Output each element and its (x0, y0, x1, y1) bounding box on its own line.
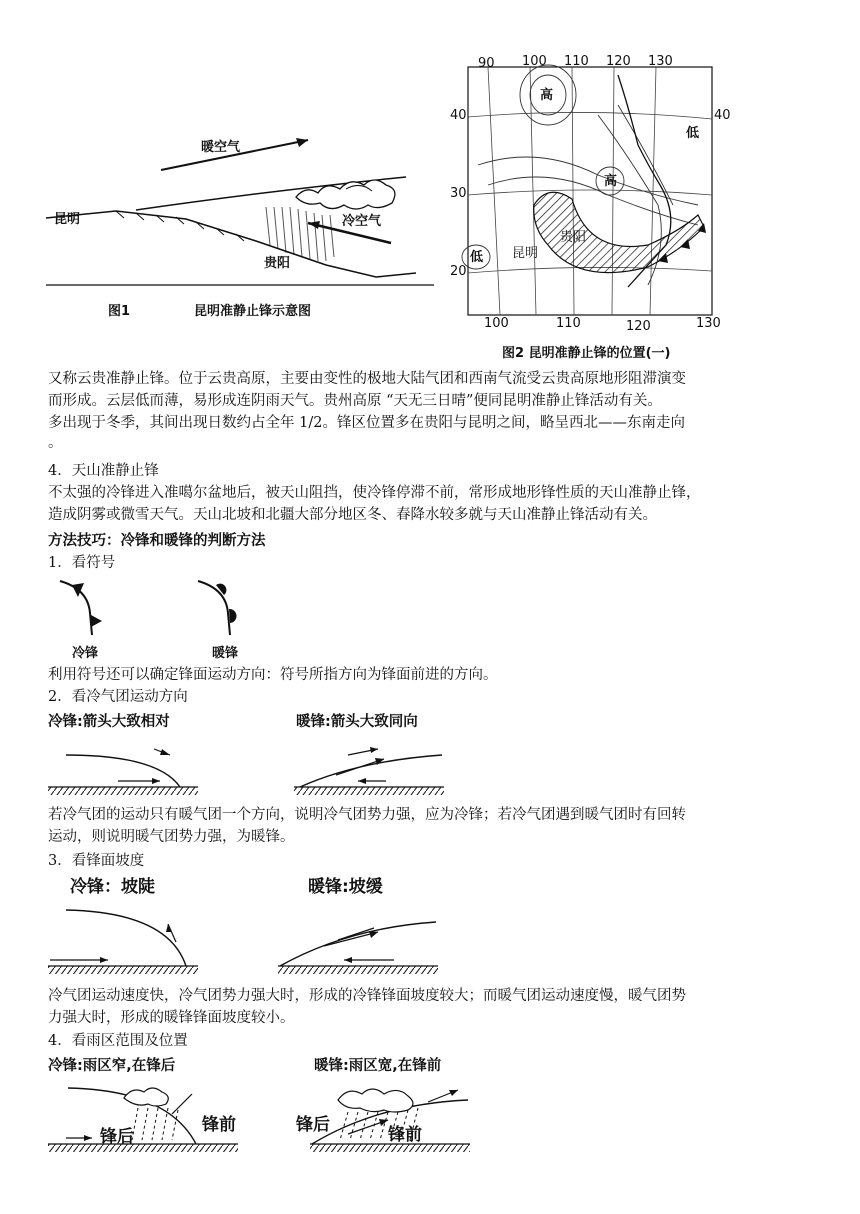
m3-line-1: 冷气团运动速度快，冷气团势力强大时，形成的冷锋锋面坡度较大；而暖气团运动速度慢，暖气团势 (48, 988, 686, 1004)
m3-cold-heading: 冷锋：坡陡 (70, 877, 155, 897)
fig1-number: 图1 (108, 304, 131, 319)
m4-cold-heading: 冷锋:雨区窄,在锋后 (48, 1058, 176, 1074)
rain-area-diagram (48, 1074, 478, 1164)
method-3-text (48, 985, 686, 1029)
lon-b-120: 120 (626, 319, 651, 334)
fig1-caption: 昆明准静止锋示意图 (194, 304, 312, 319)
lon-120: 120 (606, 54, 631, 69)
para1-line-2: 而形成。云层低而薄，易形成连阴雨天气。贵州高原 “天无三日晴”便同昆明准静止锋活动有关。 (48, 393, 662, 409)
para1-line-3: 多出现于冬季，其间出现日数约占全年 1/2。锋区位置多在贵阳与昆明之间，略呈西北——东南走向 (48, 415, 685, 431)
lat-40-right: 40 (714, 108, 731, 123)
symbol-warm-label: 暖锋 (212, 646, 239, 661)
m3-warm-heading: 暖锋:坡缓 (308, 877, 383, 897)
map-kunming-label: 昆明 (512, 246, 539, 261)
figure-2-map (448, 54, 731, 365)
warm-air-label: 暖空气 (201, 140, 241, 155)
air-mass-direction-diagram (48, 735, 468, 800)
tianshan-paragraph (48, 482, 701, 526)
high-label: 高 (540, 88, 554, 103)
m2-warm-heading: 暖锋:箭头大致同向 (296, 714, 418, 730)
method-2-text (48, 804, 686, 848)
cold-front-triangle-icon-2 (91, 615, 102, 627)
m4-warm-heading: 暖锋:雨区宽,在锋前 (314, 1058, 442, 1074)
method-2-title: 2．看冷气团运动方向 (48, 689, 188, 705)
section-4-title: 4．天山准静止锋 (48, 463, 159, 479)
s4-line-1: 不太强的冷锋进入准噶尔盆地后，被天山阻挡，使冷锋停滞不前，常形成地形锋性质的天山准静止锋， (48, 485, 701, 501)
lon-b-110: 110 (556, 316, 581, 331)
lon-90: 90 (478, 56, 495, 71)
low-label-2: 低 (470, 250, 484, 265)
lon-b-100: 100 (484, 316, 509, 331)
lon-100: 100 (522, 54, 547, 69)
symbol-cold-label: 冷锋 (72, 646, 99, 661)
m4-warm-front-label: 锋前 (388, 1125, 422, 1145)
m4-cold-back-label: 锋后 (100, 1127, 134, 1147)
m2-line-1: 若冷气团的运动只有暖气团一个方向，说明冷气团势力强，应为冷锋；若冷气团遇到暖气团时有回转 (48, 807, 686, 823)
cold-air-label: 冷空气 (342, 214, 382, 229)
para1-line-4: 。 (48, 435, 63, 451)
figure-1-front-diagram (46, 115, 436, 330)
lat-20: 20 (450, 264, 467, 279)
lon-110: 110 (564, 54, 589, 69)
method-title: 方法技巧：冷锋和暖锋的判断方法 (48, 533, 266, 549)
front-slope-diagram (48, 872, 468, 982)
m4-cold-front-label: 锋前 (202, 1115, 236, 1135)
m4-warm-back-label: 锋后 (296, 1115, 330, 1135)
warm-front-semicircle-icon-2 (229, 609, 237, 623)
fig2-caption: 图2 昆明准静止锋的位置(一) (502, 346, 671, 361)
high-label-2: 高 (604, 174, 618, 189)
method-1-text: 利用符号还可以确定锋面运动方向：符号所指方向为锋面前进的方向。 (48, 667, 498, 683)
map-guiyang-label: 贵阳 (560, 230, 587, 245)
front-symbols-diagram (48, 575, 308, 665)
method-4-title: 4．看雨区范围及位置 (48, 1033, 188, 1049)
kunming-label: 昆明 (54, 212, 81, 227)
method-1-title: 1．看符号 (48, 555, 116, 571)
m2-cold-heading: 冷锋:箭头大致相对 (48, 714, 170, 730)
yungui-paragraph (48, 368, 686, 454)
m3-line-2: 力强大时，形成的暖锋锋面坡度较小。 (48, 1010, 295, 1026)
warm-front-semicircle-icon (216, 584, 226, 595)
s4-line-2: 造成阴雾或微雪天气。天山北坡和北疆大部分地区冬、春降水较多就与天山准静止锋活动有关。 (48, 507, 657, 523)
lat-30: 30 (450, 186, 467, 201)
lon-b-130: 130 (696, 316, 721, 331)
method-3-title: 3．看锋面坡度 (48, 853, 145, 869)
lon-130: 130 (648, 54, 673, 69)
low-label: 低 (686, 126, 700, 141)
para1-line-1: 又称云贵准静止锋。位于云贵高原，主要由变性的极地大陆气团和西南气流受云贵高原地形阻滞演变 (48, 371, 686, 387)
m2-line-2: 运动，则说明暖气团势力强，为暖锋。 (48, 829, 295, 845)
guiyang-label: 贵阳 (264, 256, 291, 271)
lat-40-left: 40 (450, 108, 467, 123)
